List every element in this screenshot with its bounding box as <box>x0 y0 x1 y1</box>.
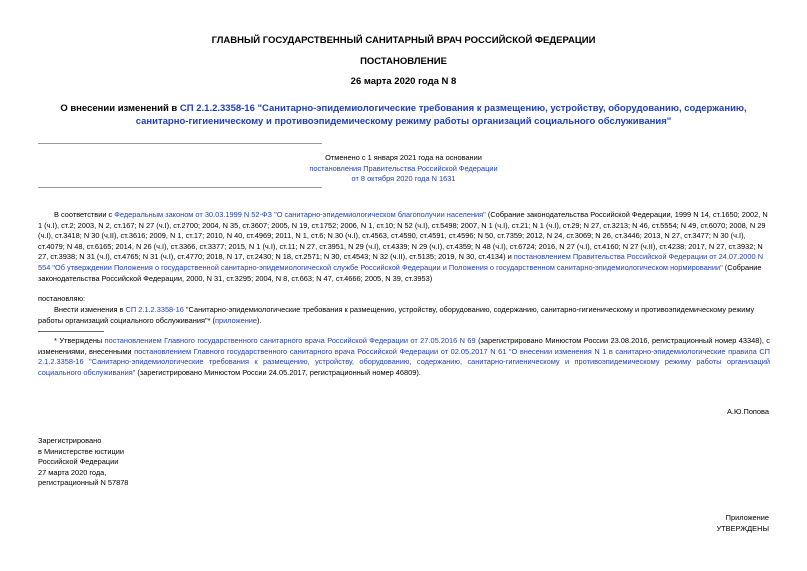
title-link[interactable]: СП 2.1.2.3358-16 "Санитарно-эпидемиологические требования к размещению, устройству, оборудованию, содержанию, санитарно-гигиеническому и противоэпидемическому режиму работы организаций социального обслуживания" <box>135 103 747 127</box>
footnote-rule <box>38 331 104 332</box>
preamble-paragraph <box>38 210 770 284</box>
cancel-note <box>0 153 807 185</box>
registration-line: Российской Федерации <box>38 457 119 467</box>
footnote-text-1: * Утверждены <box>54 336 105 345</box>
body-text-2: "Санитарно-эпидемиологические требования к размещению, устройству, оборудованию, содержанию, санитарно-гигиеническому и противоэпидемическому режиму работы организаций социального обслуживания"* ( <box>38 305 755 325</box>
preamble-text-1: В соответствии с <box>54 210 115 219</box>
cancel-note-bottom-rule <box>38 187 322 188</box>
preamble-text-3: (Собрание законодательства Российской Федерации, 2000, N 31, ст.3295; 2004, N 8, ст.663; N 47, ст.4666; 2005, N 39, ст.3953) <box>38 262 762 283</box>
body-text-1: Внести изменения в <box>54 305 126 314</box>
document-type: ПОСТАНОВЛЕНИЕ <box>360 56 447 67</box>
registration-line: 27 марта 2020 года, <box>38 467 107 477</box>
body-paragraph <box>38 305 770 326</box>
appendix-label: Приложение <box>725 513 769 522</box>
footnote-link-1[interactable]: постановлением Главного государственного санитарного врача Российской Федерации от 27.05.2016 N 69 <box>104 336 476 345</box>
resolves-label: постановляю: <box>38 294 86 303</box>
preamble-text-2: (Собрание законодательства Российской Федерации, 1999 N 14, ст.1650; 2002, N 1 (ч.I), ст.2; 2003, N 2, ст.167; N 27 (ч.I), ст.2700; 2004, N 35, ст.3607; 2005, N 19, ст.1752; 2006, N 1, ст.10; N 52 (ч.I), ст.5498; 2007, N 1 (ч.I), ст.21; N 1 (ч.I), ст.29; N 27, ст.3213; N 46, ст.5554; N 49, ст.6070; 2008, N 29 (ч.I), ст.3418; N 30 (ч.II), ст.3616; 2009, N 1, ст.17; 2010, N 40, ст.4969; 2011, N 1, ст.6; N 30 (ч.I), ст.4563, ст.4590, ст.4591, ст.4596; N 50, ст.7359; 2012, N 24, ст.3069; N 26, ст.3446; 2013, N 27, ст.3477; N 30 (ч.I), ст.4079; N 48, ст.6165; 2014, N 26 (ч.I), ст.3366, ст.3377; 2015, N 1 (ч.I), ст.11; N 27, ст.3951, N 29 (ч.I), ст.4339; N 29 (ч.I), ст.4359; N 48 (ч.I), ст.6724; 2016, N 27 (ч.I), ст.4160; N 27 (ч.II), ст.4238; 2017, N 27, ст.3932; N 27, ст.3938; N 31 (ч.I), ст.4765; N 31 (ч.I), ст.4770; 2018, N 17, ст.2430; N 18, ст.2571; N 30, ст.4543; N 32 (ч.II), ст.5135; 2019, N 30, ст.4134) и <box>38 210 768 262</box>
federal-law-link[interactable]: Федеральным законом от 30.03.1999 N 52-ФЗ "О санитарно-эпидемиологическом благополучии населения" <box>114 210 486 219</box>
cancel-note-line: Отменено с 1 января 2021 года на основании <box>325 153 482 162</box>
government-decree-link[interactable]: постановлением Правительства Российской Федерации от 24.07.2000 N 554 "Об утверждении Положения о государственной санитарно-эпидемиологической службе Российской Федерации и Положения о государственном санитарно-эпидемиологическом нормировании" <box>38 252 764 272</box>
footnote-paragraph <box>38 336 770 378</box>
cancel-note-top-rule <box>38 143 322 144</box>
footnote-text-2: (зарегистрировано Минюстом России 23.08.2016, регистрационный номер 43348), с изменениями, внесенными <box>38 336 771 356</box>
registration-line: Зарегистрировано <box>38 436 102 445</box>
registration-line: в Министерстве юстиции <box>38 446 125 456</box>
appendix-block <box>716 513 769 534</box>
footnote-link-2[interactable]: постановлением Главного государственного санитарного врача Российской Федерации от 02.05.2017 N 61 "О внесении изменения N 1 в санитарно-эпидемиологические правила СП 2.1.2.3358-16 "Санитарно-эпидемиологические требования к размещению, устройству, оборудованию, содержанию, санитарно-гигиеническому и противоэпидемическому режиму работы организаций социального обслуживания" <box>38 346 770 377</box>
cancel-note-link-1[interactable]: постановления Правительства Российской Федерации <box>309 163 498 173</box>
registration-line: регистрационный N 57878 <box>38 478 129 488</box>
footnote-text-3: (зарегистрировано Минюстом России 24.05.2017, регистрационный номер 46809). <box>135 367 421 377</box>
sp-link[interactable]: СП 2.1.2.3358-16 <box>125 305 184 314</box>
appendix-link[interactable]: приложение <box>214 315 258 325</box>
document-title <box>40 102 767 128</box>
registration-block <box>38 436 128 489</box>
appendix-status: УТВЕРЖДЕНЫ <box>716 523 769 533</box>
authority-heading: ГЛАВНЫЙ ГОСУДАРСТВЕННЫЙ САНИТАРНЫЙ ВРАЧ РОССИЙСКОЙ ФЕДЕРАЦИИ <box>211 35 596 46</box>
cancel-note-link-2[interactable]: от 8 октября 2020 года N 1631 <box>351 174 456 184</box>
document-date-number: 26 марта 2020 года N 8 <box>350 76 457 87</box>
signature: А.Ю.Попова <box>727 407 769 416</box>
title-prefix: О внесении изменений в <box>60 103 180 114</box>
body-text-3: ). <box>257 315 262 325</box>
